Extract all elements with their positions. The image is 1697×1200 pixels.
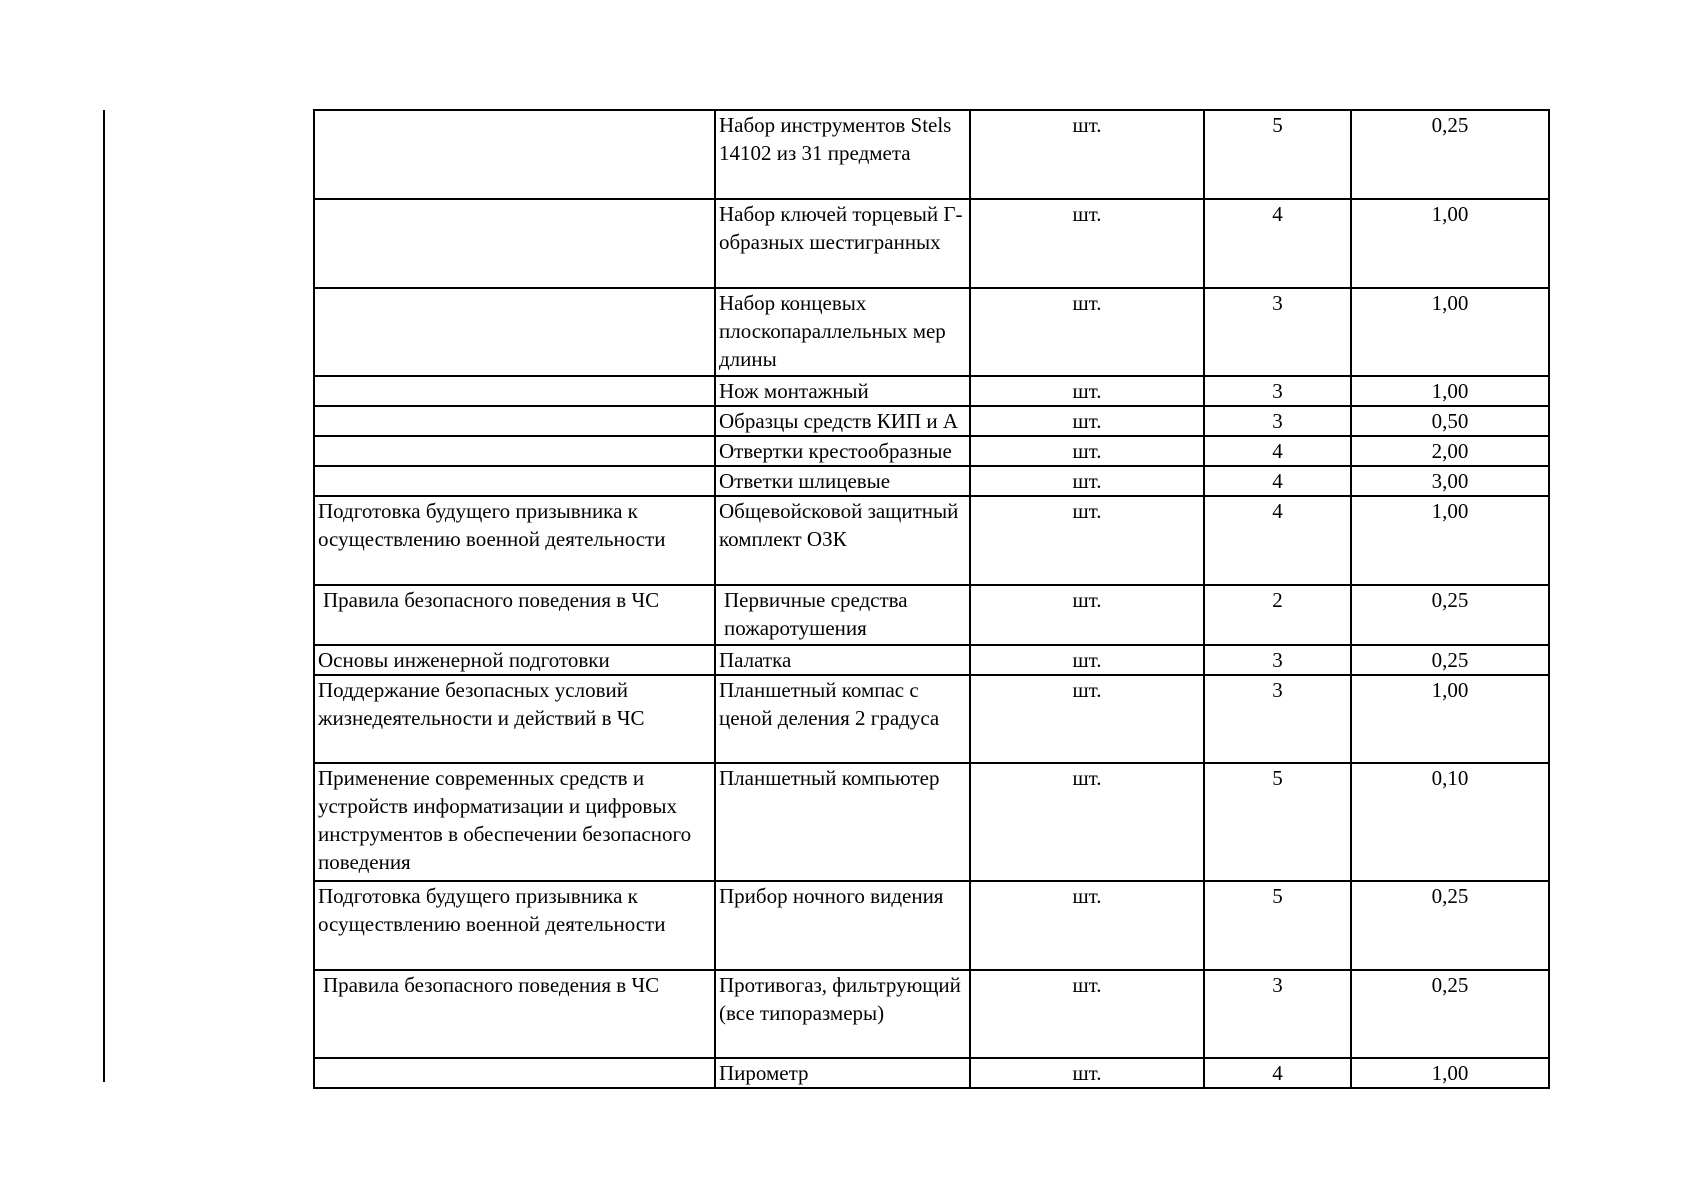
item-cell: Образцы средств КИП и А [715, 406, 970, 436]
unit-cell: шт. [970, 110, 1204, 199]
topic-cell [314, 110, 715, 199]
topic-cell [314, 406, 715, 436]
topic-cell [314, 436, 715, 466]
norm-cell: 0,10 [1351, 763, 1549, 881]
norm-cell: 0,25 [1351, 970, 1549, 1058]
table-row [314, 881, 1549, 970]
unit-cell: шт. [970, 763, 1204, 881]
item-cell: Общевойсковой защитный комплект ОЗК [715, 496, 970, 585]
unit-cell: шт. [970, 496, 1204, 585]
norm-cell: 1,00 [1351, 199, 1549, 288]
item-cell: Набор концевых плоскопараллельных мер длины [715, 288, 970, 376]
item-cell: Прибор ночного видения [715, 881, 970, 970]
item-cell: Пирометр [715, 1058, 970, 1088]
unit-cell: шт. [970, 199, 1204, 288]
quantity-cell: 4 [1204, 496, 1351, 585]
topic-cell [314, 376, 715, 406]
norm-cell: 0,25 [1351, 881, 1549, 970]
unit-cell: шт. [970, 645, 1204, 675]
quantity-cell: 4 [1204, 436, 1351, 466]
quantity-cell: 3 [1204, 376, 1351, 406]
table-row [314, 1058, 1549, 1088]
norm-cell: 0,25 [1351, 110, 1549, 199]
equipment-table [313, 109, 1550, 1089]
table-row [314, 376, 1549, 406]
topic-cell: Применение современных средств и устройств информатизации и цифровых инструментов в обеспечении безопасного поведения [314, 763, 715, 881]
topic-cell [314, 1058, 715, 1088]
norm-cell: 0,25 [1351, 585, 1549, 645]
table-row [314, 585, 1549, 645]
topic-cell: Подготовка будущего призывника к осуществлению военной деятельности [314, 496, 715, 585]
item-cell: Набор инструментов Stels 14102 из 31 предмета [715, 110, 970, 199]
topic-cell: Поддержание безопасных условий жизнедеятельности и действий в ЧС [314, 675, 715, 763]
table-row [314, 466, 1549, 496]
quantity-cell: 4 [1204, 466, 1351, 496]
unit-cell: шт. [970, 970, 1204, 1058]
page-margin-line [103, 110, 105, 1082]
table-row [314, 645, 1549, 675]
table-row [314, 763, 1549, 881]
table-row [314, 675, 1549, 763]
table-row [314, 436, 1549, 466]
item-cell: Отвертки крестообразные [715, 436, 970, 466]
item-cell: Набор ключей торцевый Г-образных шестигранных [715, 199, 970, 288]
item-cell: Палатка [715, 645, 970, 675]
item-cell: Противогаз, фильтрующий (все типоразмеры) [715, 970, 970, 1058]
topic-cell: Правила безопасного поведения в ЧС [314, 585, 715, 645]
table-row [314, 110, 1549, 199]
unit-cell: шт. [970, 881, 1204, 970]
quantity-cell: 3 [1204, 645, 1351, 675]
quantity-cell: 4 [1204, 1058, 1351, 1088]
unit-cell: шт. [970, 1058, 1204, 1088]
unit-cell: шт. [970, 288, 1204, 376]
norm-cell: 1,00 [1351, 1058, 1549, 1088]
norm-cell: 3,00 [1351, 466, 1549, 496]
item-cell: Нож монтажный [715, 376, 970, 406]
quantity-cell: 3 [1204, 288, 1351, 376]
topic-cell [314, 288, 715, 376]
quantity-cell: 2 [1204, 585, 1351, 645]
quantity-cell: 3 [1204, 970, 1351, 1058]
table-row [314, 406, 1549, 436]
quantity-cell: 4 [1204, 199, 1351, 288]
table-row [314, 970, 1549, 1058]
quantity-cell: 3 [1204, 406, 1351, 436]
table-row [314, 288, 1549, 376]
item-cell: Ответки шлицевые [715, 466, 970, 496]
topic-cell: Правила безопасного поведения в ЧС [314, 970, 715, 1058]
unit-cell: шт. [970, 376, 1204, 406]
unit-cell: шт. [970, 436, 1204, 466]
norm-cell: 1,00 [1351, 496, 1549, 585]
table-row [314, 199, 1549, 288]
norm-cell: 1,00 [1351, 675, 1549, 763]
topic-cell: Подготовка будущего призывника к осуществлению военной деятельности [314, 881, 715, 970]
unit-cell: шт. [970, 466, 1204, 496]
norm-cell: 0,25 [1351, 645, 1549, 675]
unit-cell: шт. [970, 406, 1204, 436]
quantity-cell: 5 [1204, 763, 1351, 881]
norm-cell: 1,00 [1351, 376, 1549, 406]
topic-cell [314, 466, 715, 496]
item-cell: Планшетный компас с ценой деления 2 градуса [715, 675, 970, 763]
topic-cell [314, 199, 715, 288]
unit-cell: шт. [970, 585, 1204, 645]
quantity-cell: 5 [1204, 110, 1351, 199]
topic-cell: Основы инженерной подготовки [314, 645, 715, 675]
norm-cell: 1,00 [1351, 288, 1549, 376]
quantity-cell: 5 [1204, 881, 1351, 970]
item-cell: Планшетный компьютер [715, 763, 970, 881]
table-row [314, 496, 1549, 585]
norm-cell: 2,00 [1351, 436, 1549, 466]
unit-cell: шт. [970, 675, 1204, 763]
item-cell: Первичные средства пожаротушения [715, 585, 970, 645]
quantity-cell: 3 [1204, 675, 1351, 763]
norm-cell: 0,50 [1351, 406, 1549, 436]
